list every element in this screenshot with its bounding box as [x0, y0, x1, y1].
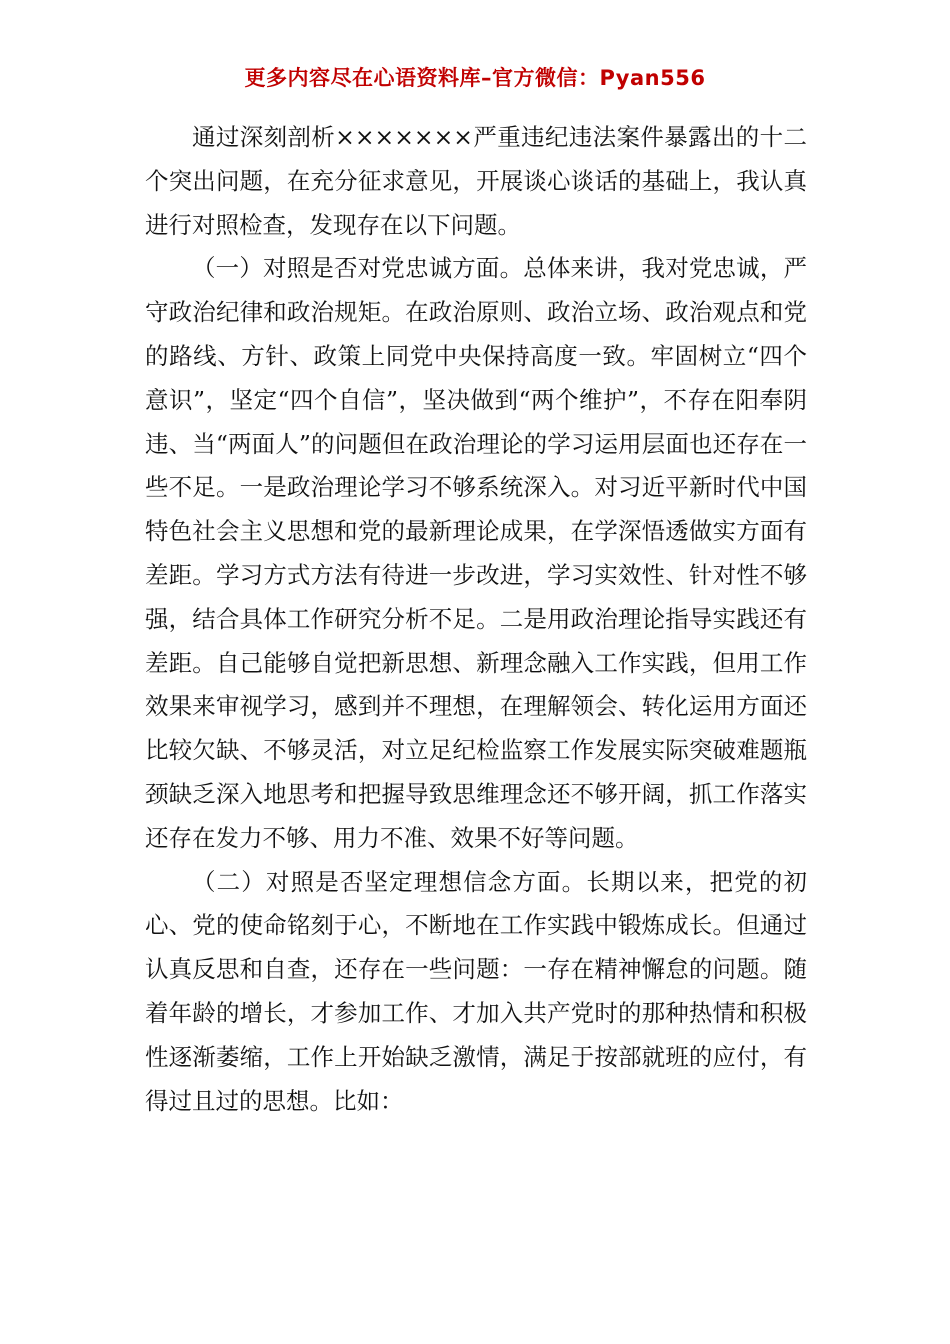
paragraph-intro: 通过深刻剖析×××××××严重违纪违法案件暴露出的十二个突出问题，在充分征求意见，开展谈心谈话的基础上，我认真进行对照检查，发现存在以下问题。 [145, 123, 807, 239]
paragraph-section-2: （二）对照是否坚定理想信念方面。长期以来，把党的初心、党的使命铭刻于心，不断地在工作实践中锻炼成长。但通过认真反思和自查，还存在一些问题：一存在精神懈怠的问题。随着年龄的增长，才参加工作、才加入共产党时的那种热情和积极性逐渐萎缩，工作上开始缺乏激情，满足于按部就班的应付，有得过且过的思想。比如： [145, 867, 807, 1115]
document-body [145, 116, 807, 1123]
page-header-watermark: 更多内容尽在心语资料库–官方微信：Pyan556 [244, 66, 706, 90]
paragraph-section-1: （一）对照是否对党忠诚方面。总体来讲，我对党忠诚，严守政治纪律和政治规矩。在政治原则、政治立场、政治观点和党的路线、方针、政策上同党中央保持高度一致。牢固树立“四个意识”，坚定“四个自信”，坚决做到“两个维护”，不存在阳奉阴违、当“两面人”的问题但在政治理论的学习运用层面也还存在一些不足。一是政治理论学习不够系统深入。对习近平新时代中国特色社会主义思想和党的最新理论成果，在学深悟透做实方面有差距。学习方式方法有待进一步改进，学习实效性、针对性不够强，结合具体工作研究分析不足。二是用政治理论指导实践还有差距。自己能够自觉把新思想、新理念融入工作实践，但用工作效果来审视学习，感到并不理想，在理解领会、转化运用方面还比较欠缺、不够灵活，对立足纪检监察工作发展实际突破难题瓶颈缺乏深入地思考和把握导致思维理念还不够开阔，抓工作落实还存在发力不够、用力不准、效果不好等问题。 [145, 254, 807, 852]
